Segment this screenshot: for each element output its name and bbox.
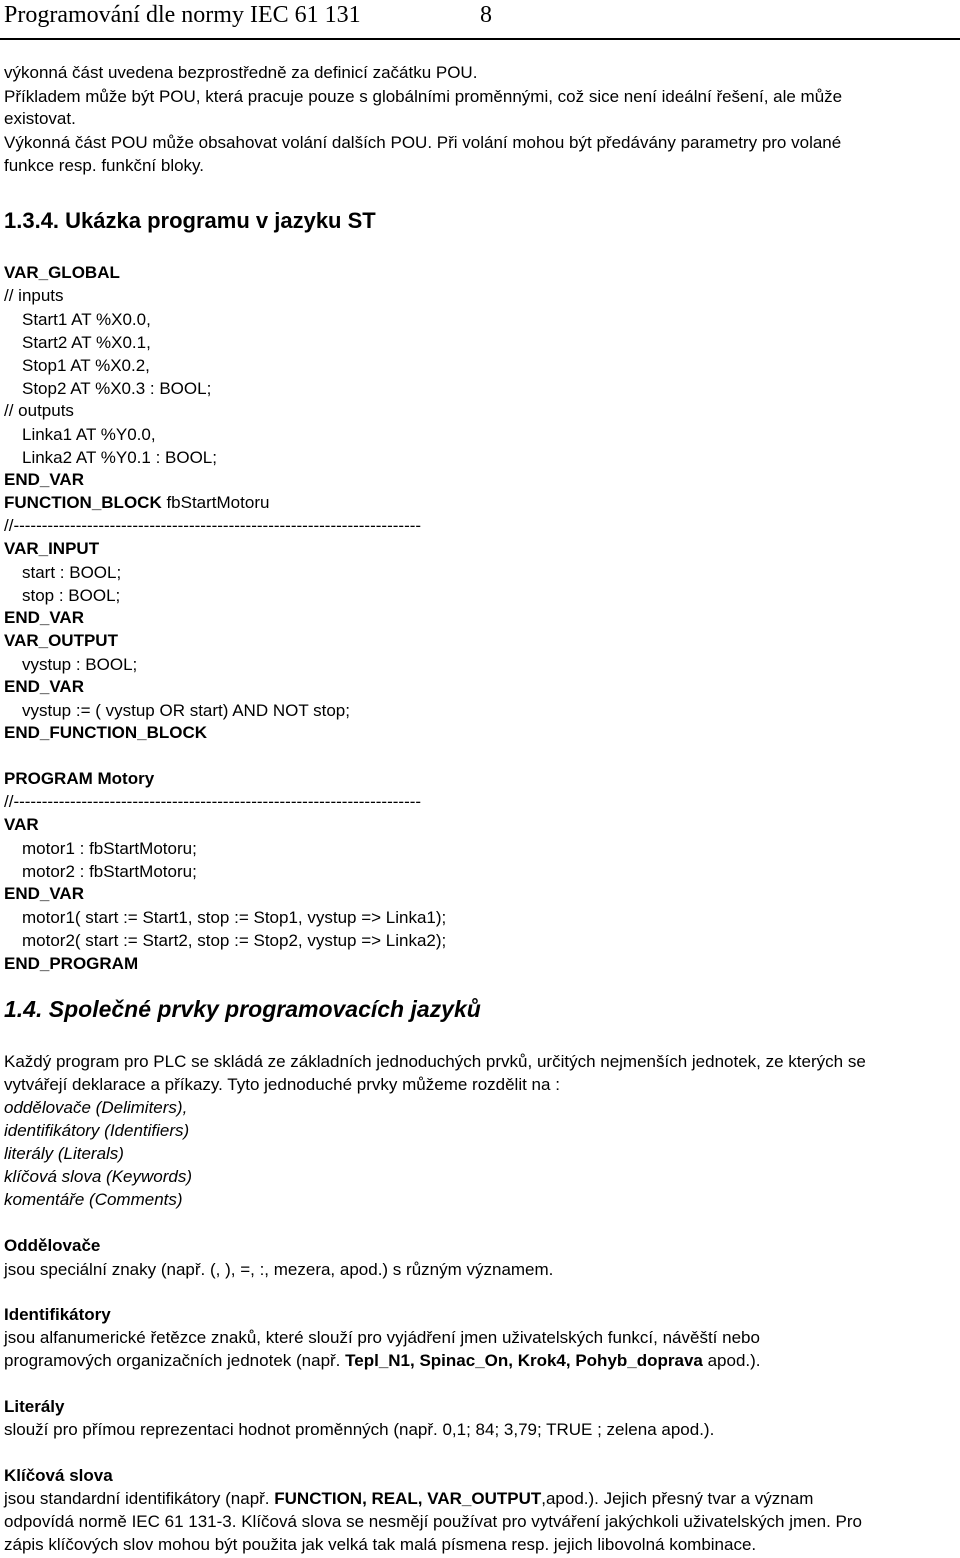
code-keyword: END_VAR [4, 677, 84, 696]
code-keyword: END_VAR [4, 470, 84, 489]
intro-line: Příkladem může být POU, která pracuje pouze s globálními proměnnými, což sice není ideální řešení, ale může [4, 87, 843, 106]
code-comment: // outputs [4, 401, 74, 420]
page-number: 8 [480, 2, 492, 28]
subheading-keywords: Klíčová slova [4, 1466, 113, 1485]
code-line: Linka1 AT %Y0.0, [22, 425, 156, 444]
code-line: Linka2 AT %Y0.1 : BOOL; [22, 448, 217, 467]
page-header [4, 2, 492, 29]
subheading-delimiters: Oddělovače [4, 1236, 101, 1255]
code-line: stop : BOOL; [22, 586, 121, 605]
intro-line: funkce resp. funkční bloky. [4, 156, 205, 175]
paragraph-line: slouží pro přímou reprezentaci hodnot proměnných (např. 0,1; 84; 3,79; TRUE ; zelena apod.). [4, 1420, 715, 1439]
code-keyword: VAR [4, 815, 39, 834]
text-run: jsou standardní identifikátory (např. [4, 1489, 275, 1508]
header-title: Programování dle normy IEC 61 131 [4, 2, 361, 28]
paragraph-line: jsou alfanumerické řetězce znaků, které slouží pro vyjádření jmen uživatelských funkcí, návěští nebo [4, 1328, 760, 1347]
code-comment: // inputs [4, 286, 64, 305]
paragraph-line [4, 1488, 813, 1510]
list-item: komentáře (Comments) [4, 1190, 183, 1209]
code-keyword: END_VAR [4, 608, 84, 627]
text-run-bold: Tepl_N1, Spinac_On, Krok4, Pohyb_doprava [345, 1351, 703, 1370]
header-rule [0, 38, 960, 40]
paragraph-line: jsou speciální znaky (např. (, ), =, :, mezera, apod.) s různým významem. [4, 1260, 554, 1279]
paragraph-line: vytvářejí deklarace a příkazy. Tyto jednoduché prvky můžeme rozdělit na : [4, 1075, 560, 1094]
paragraph-line: zápis klíčových slov mohou být použita jak velká tak malá písmena resp. jejich libovolná kombinace. [4, 1535, 757, 1554]
code-line: vystup := ( vystup OR start) AND NOT stop; [22, 701, 350, 720]
subheading-literals: Literály [4, 1397, 65, 1416]
code-keyword: VAR_GLOBAL [4, 263, 120, 282]
intro-line: existovat. [4, 109, 76, 128]
text-run-bold: FUNCTION, REAL, VAR_OUTPUT [274, 1489, 542, 1508]
code-line: motor1 : fbStartMotoru; [22, 839, 197, 858]
text-run: apod.). [702, 1351, 761, 1370]
list-item: literály (Literals) [4, 1144, 124, 1163]
code-separator: //------------------------------------------------------------------------ [4, 516, 422, 535]
code-separator: //------------------------------------------------------------------------ [4, 792, 422, 811]
code-keyword: VAR_OUTPUT [4, 631, 118, 650]
code-line: Stop2 AT %X0.3 : BOOL; [22, 379, 212, 398]
fb-name: fbStartMotoru [161, 493, 270, 512]
code-line: motor1( start := Start1, stop := Stop1, vystup => Linka1); [22, 908, 447, 927]
code-line: Start2 AT %X0.1, [22, 333, 151, 352]
code-line: start : BOOL; [22, 563, 122, 582]
code-keyword: END_VAR [4, 884, 84, 903]
code-line: motor2( start := Start2, stop := Stop2, vystup => Linka2); [22, 931, 447, 950]
code-line: Start1 AT %X0.0, [22, 310, 151, 329]
code-line: motor2 : fbStartMotoru; [22, 862, 197, 881]
intro-line: Výkonná část POU může obsahovat volání dalších POU. Při volání mohou být předávány parametry pro volané [4, 133, 842, 152]
list-item: klíčová slova (Keywords) [4, 1167, 193, 1186]
code-keyword: FUNCTION_BLOCK [4, 493, 162, 512]
list-item: oddělovače (Delimiters), [4, 1098, 188, 1117]
code-keyword: END_FUNCTION_BLOCK [4, 723, 208, 742]
code-keyword: END_PROGRAM [4, 954, 139, 973]
intro-line: výkonná část uvedena bezprostředně za definicí začátku POU. [4, 63, 478, 82]
code-keyword: PROGRAM Motory [4, 769, 155, 788]
code-line: vystup : BOOL; [22, 655, 138, 674]
section-heading-134: 1.3.4. Ukázka programu v jazyku ST [4, 208, 376, 233]
paragraph-line [4, 1350, 761, 1372]
code-line: Stop1 AT %X0.2, [22, 356, 150, 375]
section-heading-14: 1.4. Společné prvky programovacích jazyků [4, 996, 481, 1022]
text-run: programových organizačních jednotek (např. [4, 1351, 346, 1370]
subheading-identifiers: Identifikátory [4, 1305, 111, 1324]
code-line [4, 492, 269, 514]
list-item: identifikátory (Identifiers) [4, 1121, 190, 1140]
code-keyword: VAR_INPUT [4, 539, 100, 558]
text-run: ,apod.). Jejich přesný tvar a význam [541, 1489, 814, 1508]
paragraph-line: Každý program pro PLC se skládá ze základních jednoduchých prvků, určitých nejmenších jednotek, ze kterých se [4, 1052, 866, 1071]
paragraph-line: odpovídá normě IEC 61 131-3. Klíčová slova se nesmějí používat pro vytváření jakýchkoli uživatelských jmen. Pro [4, 1512, 862, 1531]
